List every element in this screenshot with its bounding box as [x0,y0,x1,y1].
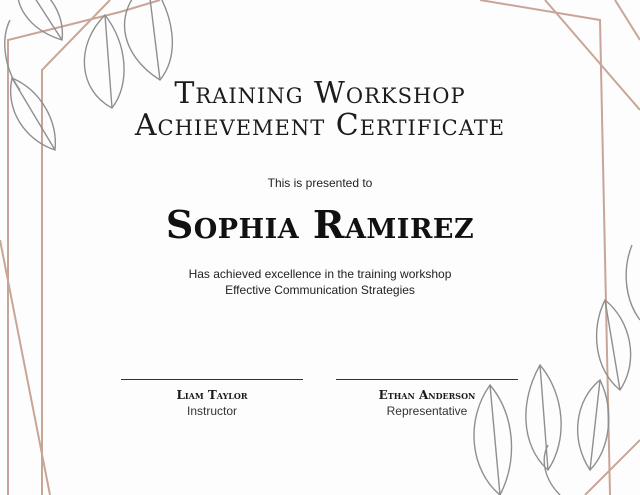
signatory-role: Instructor [186,404,237,418]
signature-block-representative [336,379,518,418]
signature-line [121,379,303,380]
signature-block-instructor [121,379,303,418]
signatory-role: Representative [386,404,468,418]
certificate-title-line2: Achievement Certificate [134,108,506,143]
signatory-name: Liam Taylor [176,388,248,402]
certificate-title-line1: Training Workshop [174,76,466,111]
presented-to-text: This is presented to [267,176,373,190]
signature-line [336,379,518,380]
workshop-name: Effective Communication Strategies [225,283,415,297]
achievement-description: Has achieved excellence in the training workshop [188,267,452,281]
signatory-name: Ethan Anderson [378,388,476,402]
recipient-name: Sophia Ramirez [165,202,475,247]
